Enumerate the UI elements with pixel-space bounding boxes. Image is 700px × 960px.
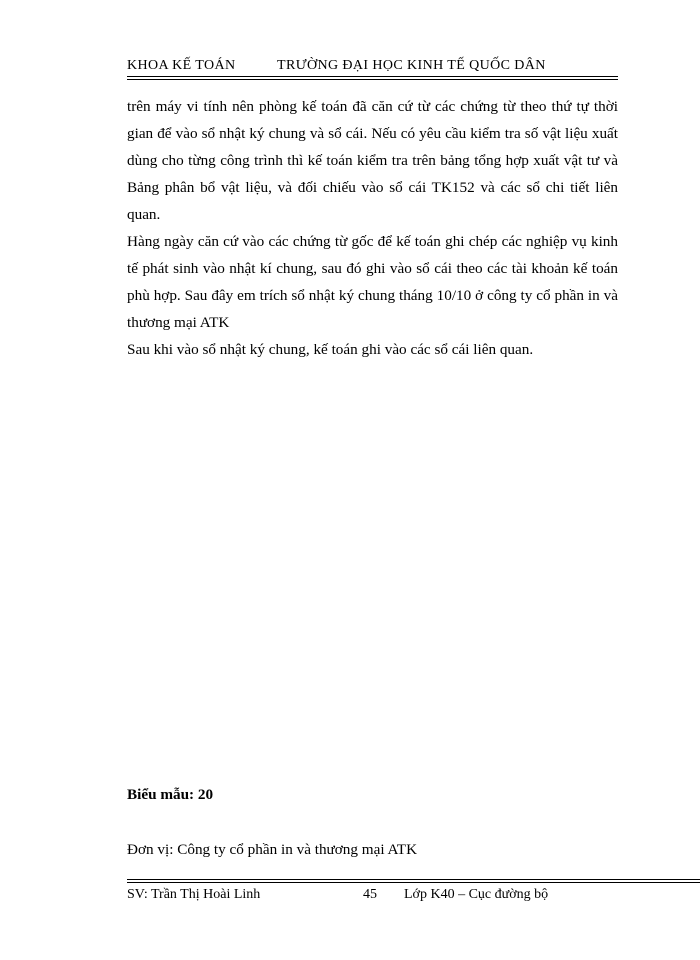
footer-double-rule (127, 879, 700, 883)
body-paragraph-3: Sau khi vào sổ nhật ký chung, kế toán ghi vào các sổ cái liên quan. (127, 341, 534, 358)
form-number: Biểu mẫu: 20 (127, 786, 214, 803)
footer-class: Lớp K40 – Cục đường bộ (404, 887, 549, 902)
footer-page-number: 45 (363, 887, 377, 902)
body-paragraph-2: Hàng ngày căn cứ vào các chứng từ gốc để kế toán ghi chép các nghiệp vụ kinh tế phát sinh vào nhật kí chung, sau đó ghi vào sổ cái theo các tài khoản kế toán phù hợp. Sau đây em trích sổ nhật ký chung tháng 10/10 ở công ty cổ phần in và thương mại ATK (127, 233, 618, 331)
body-text (127, 93, 618, 363)
page-footer (127, 887, 627, 907)
unit-line: Đơn vị: Công ty cổ phần in và thương mại ATK (127, 841, 418, 858)
page-header (127, 58, 617, 78)
body-paragraph-1: trên máy vi tính nên phòng kế toán đã căn cứ từ các chứng từ theo thứ tự thời gian để vào sổ nhật ký chung và sổ cái. Nếu có yêu cầu kiểm tra số vật liệu xuất dùng cho từng công trình thì kế toán kiểm tra trên bảng tổng hợp xuất vật tư và Bảng phân bổ vật liệu, và đối chiếu vào sổ cái TK152 và các sổ chi tiết liên quan. (127, 98, 618, 223)
footer-student: SV: Trần Thị Hoài Linh (127, 887, 261, 902)
header-department: KHOA KẾ TOÁN (127, 58, 236, 73)
header-double-rule (127, 76, 618, 80)
header-school: TRƯỜNG ĐẠI HỌC KINH TẾ QUỐC DÂN (277, 58, 546, 73)
